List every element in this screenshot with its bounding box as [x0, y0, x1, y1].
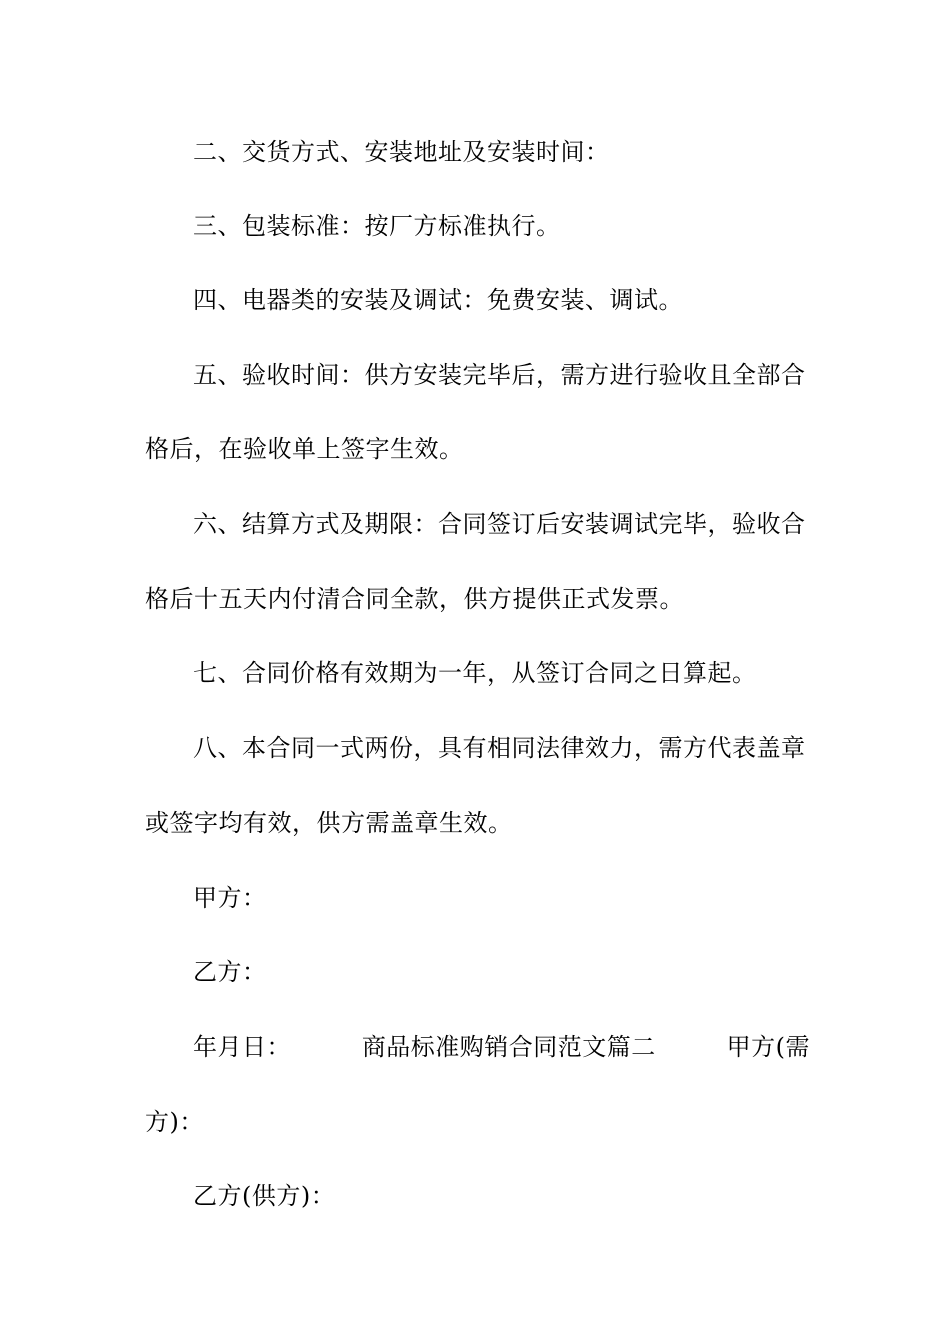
date-label: 年月日：: [193, 1033, 291, 1061]
clause-5-line-2: 格后，在验收单上签字生效。: [145, 435, 464, 463]
party-a-buyer-end: 方)：: [145, 1108, 204, 1136]
clause-6-line-2: 格后十五天内付清合同全款，供方提供正式发票。: [145, 585, 684, 613]
clause-4: 四、电器类的安装及调试：免费安装、调试。: [193, 286, 683, 314]
clause-8-line-1: 八、本合同一式两份，具有相同法律效力，需方代表盖章: [193, 734, 806, 762]
party-a-buyer-start: 甲方(需: [726, 1033, 810, 1061]
party-a-label: 甲方：: [193, 884, 267, 912]
party-b-label: 乙方：: [193, 958, 267, 986]
clause-3: 三、包装标准：按厂方标准执行。: [193, 212, 561, 240]
section-title: 商品标准购销合同范文篇二: [361, 1033, 656, 1061]
party-b-seller: 乙方(供方)：: [193, 1182, 336, 1210]
clause-8-line-2: 或签字均有效，供方需盖章生效。: [145, 809, 513, 837]
clause-2: 二、交货方式、安装地址及安装时间：: [193, 138, 610, 166]
date-title-line: [193, 1032, 810, 1062]
clause-6-line-1: 六、结算方式及期限：合同签订后安装调试完毕，验收合: [193, 510, 806, 538]
clause-7: 七、合同价格有效期为一年，从签订合同之日算起。: [193, 659, 757, 687]
clause-5-line-1: 五、验收时间：供方安装完毕后，需方进行验收且全部合: [193, 361, 806, 389]
